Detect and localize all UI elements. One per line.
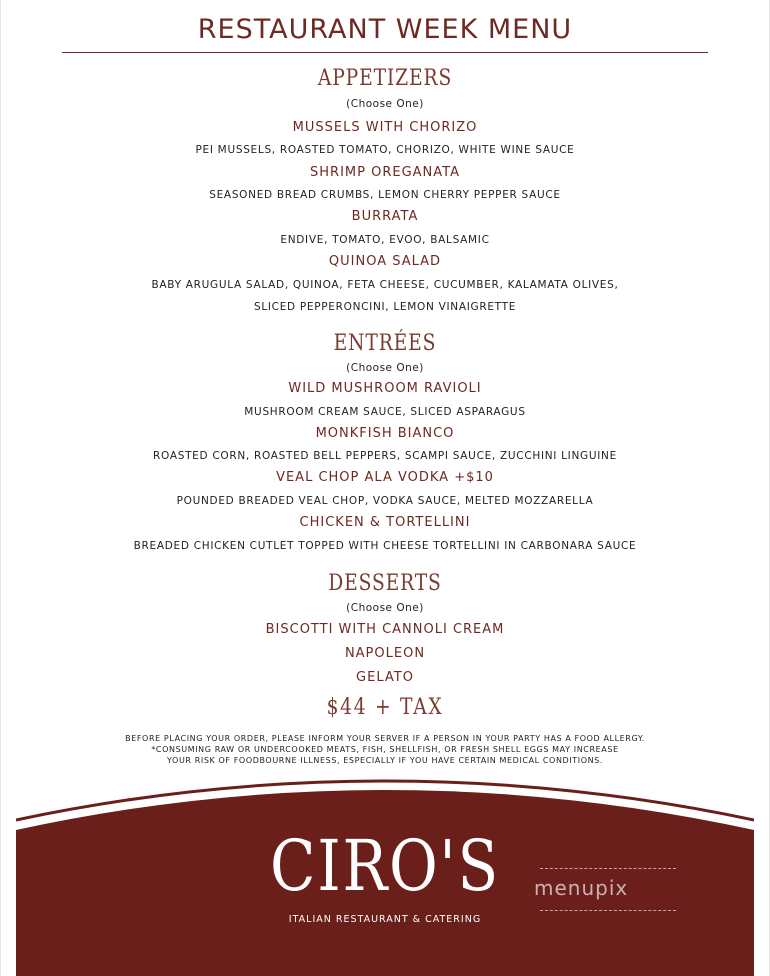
allergy-notice: BEFORE PLACING YOUR ORDER, PLEASE INFORM YOUR SERVER IF A PERSON IN YOUR PARTY HAS A FOOD ALLERGY. [125,734,645,743]
menu-item-description: ENDIVE, TOMATO, EVOO, BALSAMIC [280,234,490,246]
entrees-choose-note: (Choose One) [346,362,424,374]
watermark [534,876,684,916]
menu-item-description: BABY ARUGULA SALAD, QUINOA, FETA CHEESE, CUCUMBER, KALAMATA OLIVES, [151,279,619,291]
menu-item-name: MUSSELS WITH CHORIZO [292,120,478,135]
menu-item-name: BURRATA [351,209,419,224]
menu-item-name: NAPOLEON [344,646,426,661]
menu-item-description: ROASTED CORN, ROASTED BELL PEPPERS, SCAMPI SAUCE, ZUCCHINI LINGUINE [153,450,617,462]
menu-price: $44 + TAX [326,695,444,720]
menu-item-name: WILD MUSHROOM RAVIOLI [288,381,482,396]
menu-item-name: VEAL CHOP ALA VODKA +$10 [276,470,494,485]
menu-item-description: PEI MUSSELS, ROASTED TOMATO, CHORIZO, WHITE WINE SAUCE [195,144,575,156]
menu-item-name: QUINOA SALAD [328,254,442,269]
restaurant-logo: CIRO'S [270,825,500,907]
menu-item-name: CHICKEN & TORTELLINI [299,515,471,530]
page-title: RESTAURANT WEEK MENU [197,14,573,45]
menu-item-name: BISCOTTI WITH CANNOLI CREAM [265,622,505,637]
menu-item-description: POUNDED BREADED VEAL CHOP, VODKA SAUCE, MELTED MOZZARELLA [176,495,594,507]
menu-item-description: SLICED PEPPERONCINI, LEMON VINAIGRETTE [253,301,517,313]
watermark-text: menupix [534,876,629,900]
title-divider [62,52,708,53]
appetizers-heading: APPETIZERS [317,66,453,91]
restaurant-tagline: ITALIAN RESTAURANT & CATERING [288,914,482,925]
entrees-heading: ENTRÉES [333,331,437,356]
menu-item-name: SHRIMP OREGANATA [310,165,460,180]
desserts-heading: DESSERTS [328,571,442,596]
raw-food-warning: *CONSUMING RAW OR UNDERCOOKED MEATS, FISH, SHELLFISH, OR FRESH SHELL EGGS MAY INCREASE [151,745,619,754]
appetizers-choose-note: (Choose One) [346,98,424,110]
watermark-rule [540,868,676,869]
menu-item-name: GELATO [356,670,414,685]
raw-food-warning: YOUR RISK OF FOODBOURNE ILLNESS, ESPECIALLY IF YOU HAVE CERTAIN MEDICAL CONDITIONS. [167,756,603,765]
desserts-choose-note: (Choose One) [346,602,424,614]
menu-item-name: MONKFISH BIANCO [315,426,455,441]
watermark-rule [540,910,676,911]
menu-item-description: MUSHROOM CREAM SAUCE, SLICED ASPARAGUS [244,406,526,418]
menu-item-description: SEASONED BREAD CRUMBS, LEMON CHERRY PEPPER SAUCE [209,189,561,201]
menu-item-description: BREADED CHICKEN CUTLET TOPPED WITH CHEESE TORTELLINI IN CARBONARA SAUCE [133,540,637,552]
